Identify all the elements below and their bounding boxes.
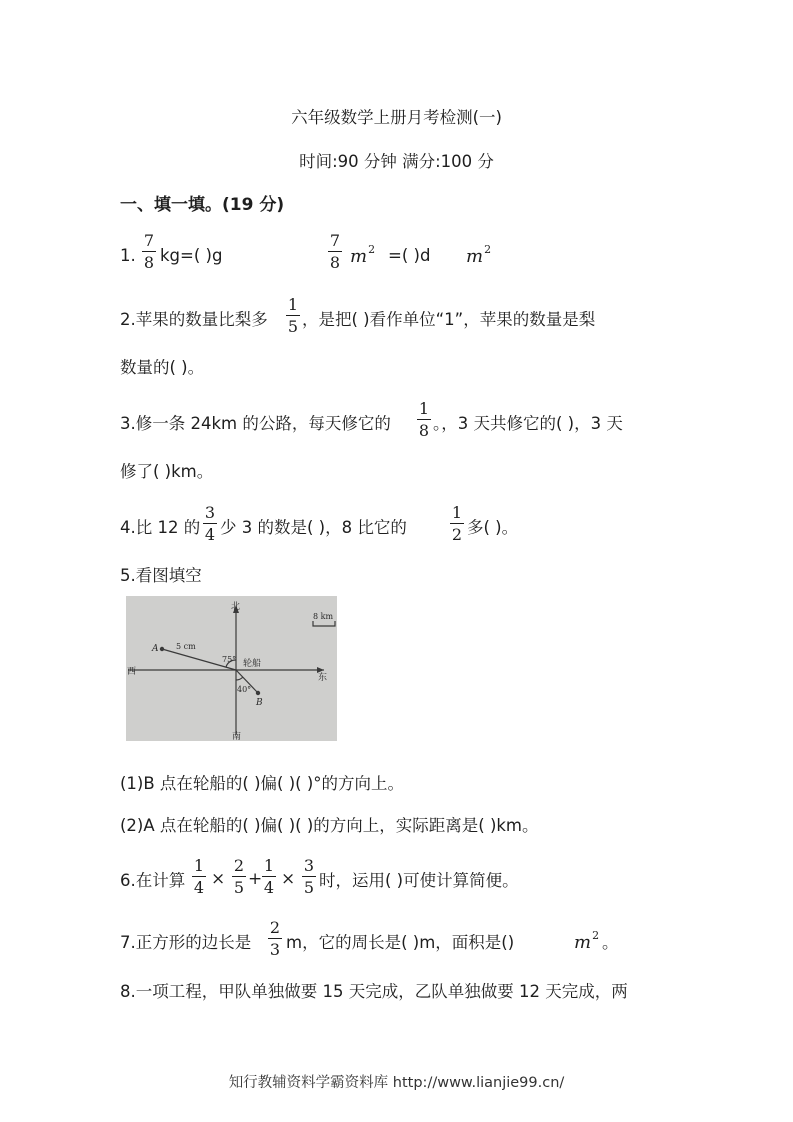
q5-label: 5.看图填空 (120, 566, 202, 585)
numerator: 3 (303, 856, 315, 875)
fraction-bar (192, 876, 206, 877)
q2-line2: 数量的( )。 (120, 358, 205, 377)
q1-part-a: kg=( )g (160, 246, 223, 265)
footer-watermark: 知行教辅资料学霸资料库 http://www.lianjie99.cn/ (228, 1075, 565, 1091)
q7-unit-m2 (574, 929, 599, 953)
q4-fraction-a (203, 504, 217, 544)
numerator: 7 (329, 231, 341, 250)
q6-fraction-4 (302, 857, 316, 897)
denominator: 4 (193, 878, 205, 897)
denominator: 8 (143, 253, 155, 272)
q1-number: 1. (120, 246, 136, 265)
plus-sign: + (248, 869, 263, 889)
q3-fraction (417, 400, 431, 440)
denominator: 3 (269, 940, 281, 959)
fraction-bar (417, 419, 431, 420)
q7-pre: 7.正方形的边长是 (120, 933, 252, 952)
numerator: 1 (263, 856, 275, 875)
distance-label: 5 cm (176, 642, 196, 651)
numerator: 2 (233, 856, 245, 875)
numerator: 7 (143, 231, 155, 250)
east-label: 东 (318, 673, 328, 683)
fraction-bar (262, 876, 276, 877)
multiply-sign: × (211, 869, 226, 889)
page-title: 六年级数学上册月考检测(一) (291, 108, 502, 127)
unit-sup: 2 (592, 929, 600, 942)
point-a-dot (160, 647, 164, 651)
q1-part-b: =( )d (388, 246, 431, 265)
unit-m: m (574, 932, 592, 953)
south-label: 南 (232, 732, 242, 741)
direction-diagram (126, 596, 337, 741)
q1-unit-m2-c (466, 243, 491, 267)
ship-label: 轮船 (243, 659, 262, 669)
unit-m: m (350, 246, 368, 267)
section-heading: 一、填一填。(19 分) (120, 195, 285, 215)
denominator: 5 (287, 317, 299, 336)
numerator: 1 (193, 856, 205, 875)
scale-label: 8 km (313, 612, 334, 621)
denominator: 8 (418, 421, 430, 440)
q8-line1: 8.一项工程，甲队单独做要 15 天完成，乙队单独做要 12 天完成，两 (120, 982, 628, 1001)
denominator: 8 (329, 253, 341, 272)
multiply-sign: × (281, 869, 296, 889)
q1-fraction-b (328, 232, 342, 272)
point-a-label: A (152, 644, 159, 654)
denominator: 5 (303, 878, 315, 897)
fraction-bar (328, 251, 342, 252)
q1-unit-m2-b (350, 243, 375, 267)
q3-line2: 修了( )km。 (120, 462, 214, 481)
q6-fraction-3 (262, 857, 276, 897)
numerator: 1 (418, 399, 430, 418)
fraction-bar (268, 938, 282, 939)
point-b-dot (256, 691, 260, 695)
q6-fraction-2 (232, 857, 246, 897)
denominator: 4 (263, 878, 275, 897)
q7-mid: m，它的周长是( )m，面积是() (286, 933, 515, 952)
fraction-bar (286, 315, 300, 316)
denominator: 4 (204, 525, 216, 544)
q6-fraction-1 (192, 857, 206, 897)
numerator: 2 (269, 918, 281, 937)
numerator: 1 (287, 295, 299, 314)
q4-post: 多( )。 (467, 518, 519, 537)
angle-75-label: 75° (222, 655, 237, 664)
fraction-bar (302, 876, 316, 877)
fraction-bar (203, 523, 217, 524)
q3-line1-post: 。，3 天共修它的( )，3 天 (433, 414, 623, 433)
q2-line1-pre: 2.苹果的数量比梨多 (120, 310, 268, 329)
unit-m: m (466, 246, 484, 267)
q7-post: 。 (602, 933, 619, 952)
unit-sup: 2 (484, 243, 492, 256)
q6-pre: 6.在计算 (120, 871, 186, 890)
direction-diagram-photo (126, 596, 337, 741)
angle-arc-b (236, 677, 243, 680)
q1-fraction-a (142, 232, 156, 272)
numerator: 1 (451, 503, 463, 522)
q4-fraction-b (450, 504, 464, 544)
q4-mid: 少 3 的数是( )，8 比它的 (220, 518, 407, 537)
angle-40-label: 40° (237, 685, 252, 694)
point-b-label: B (256, 698, 263, 708)
q2-fraction (286, 296, 300, 336)
denominator: 5 (233, 878, 245, 897)
fraction-bar (450, 523, 464, 524)
fraction-bar (232, 876, 246, 877)
q3-line1-pre: 3.修一条 24km 的公路，每天修它的 (120, 414, 391, 433)
q6-post: 时，运用( )可使计算简便。 (319, 871, 519, 890)
q5-sub1: (1)B 点在轮船的( )偏( )( )°的方向上。 (120, 774, 405, 793)
denominator: 2 (451, 525, 463, 544)
numerator: 3 (204, 503, 216, 522)
page-subtitle: 时间:90 分钟 满分:100 分 (299, 152, 494, 171)
q4-pre: 4.比 12 的 (120, 518, 201, 537)
q5-sub2: (2)A 点在轮船的( )偏( )( )的方向上，实际距离是( )km。 (120, 816, 539, 835)
q7-fraction (268, 919, 282, 959)
scale-bar (313, 621, 335, 626)
west-label: 西 (127, 667, 137, 677)
fraction-bar (142, 251, 156, 252)
unit-sup: 2 (368, 243, 376, 256)
q2-line1-post: ，是把( )看作单位“1”，苹果的数量是梨 (302, 310, 596, 329)
north-label: 北 (231, 602, 241, 612)
